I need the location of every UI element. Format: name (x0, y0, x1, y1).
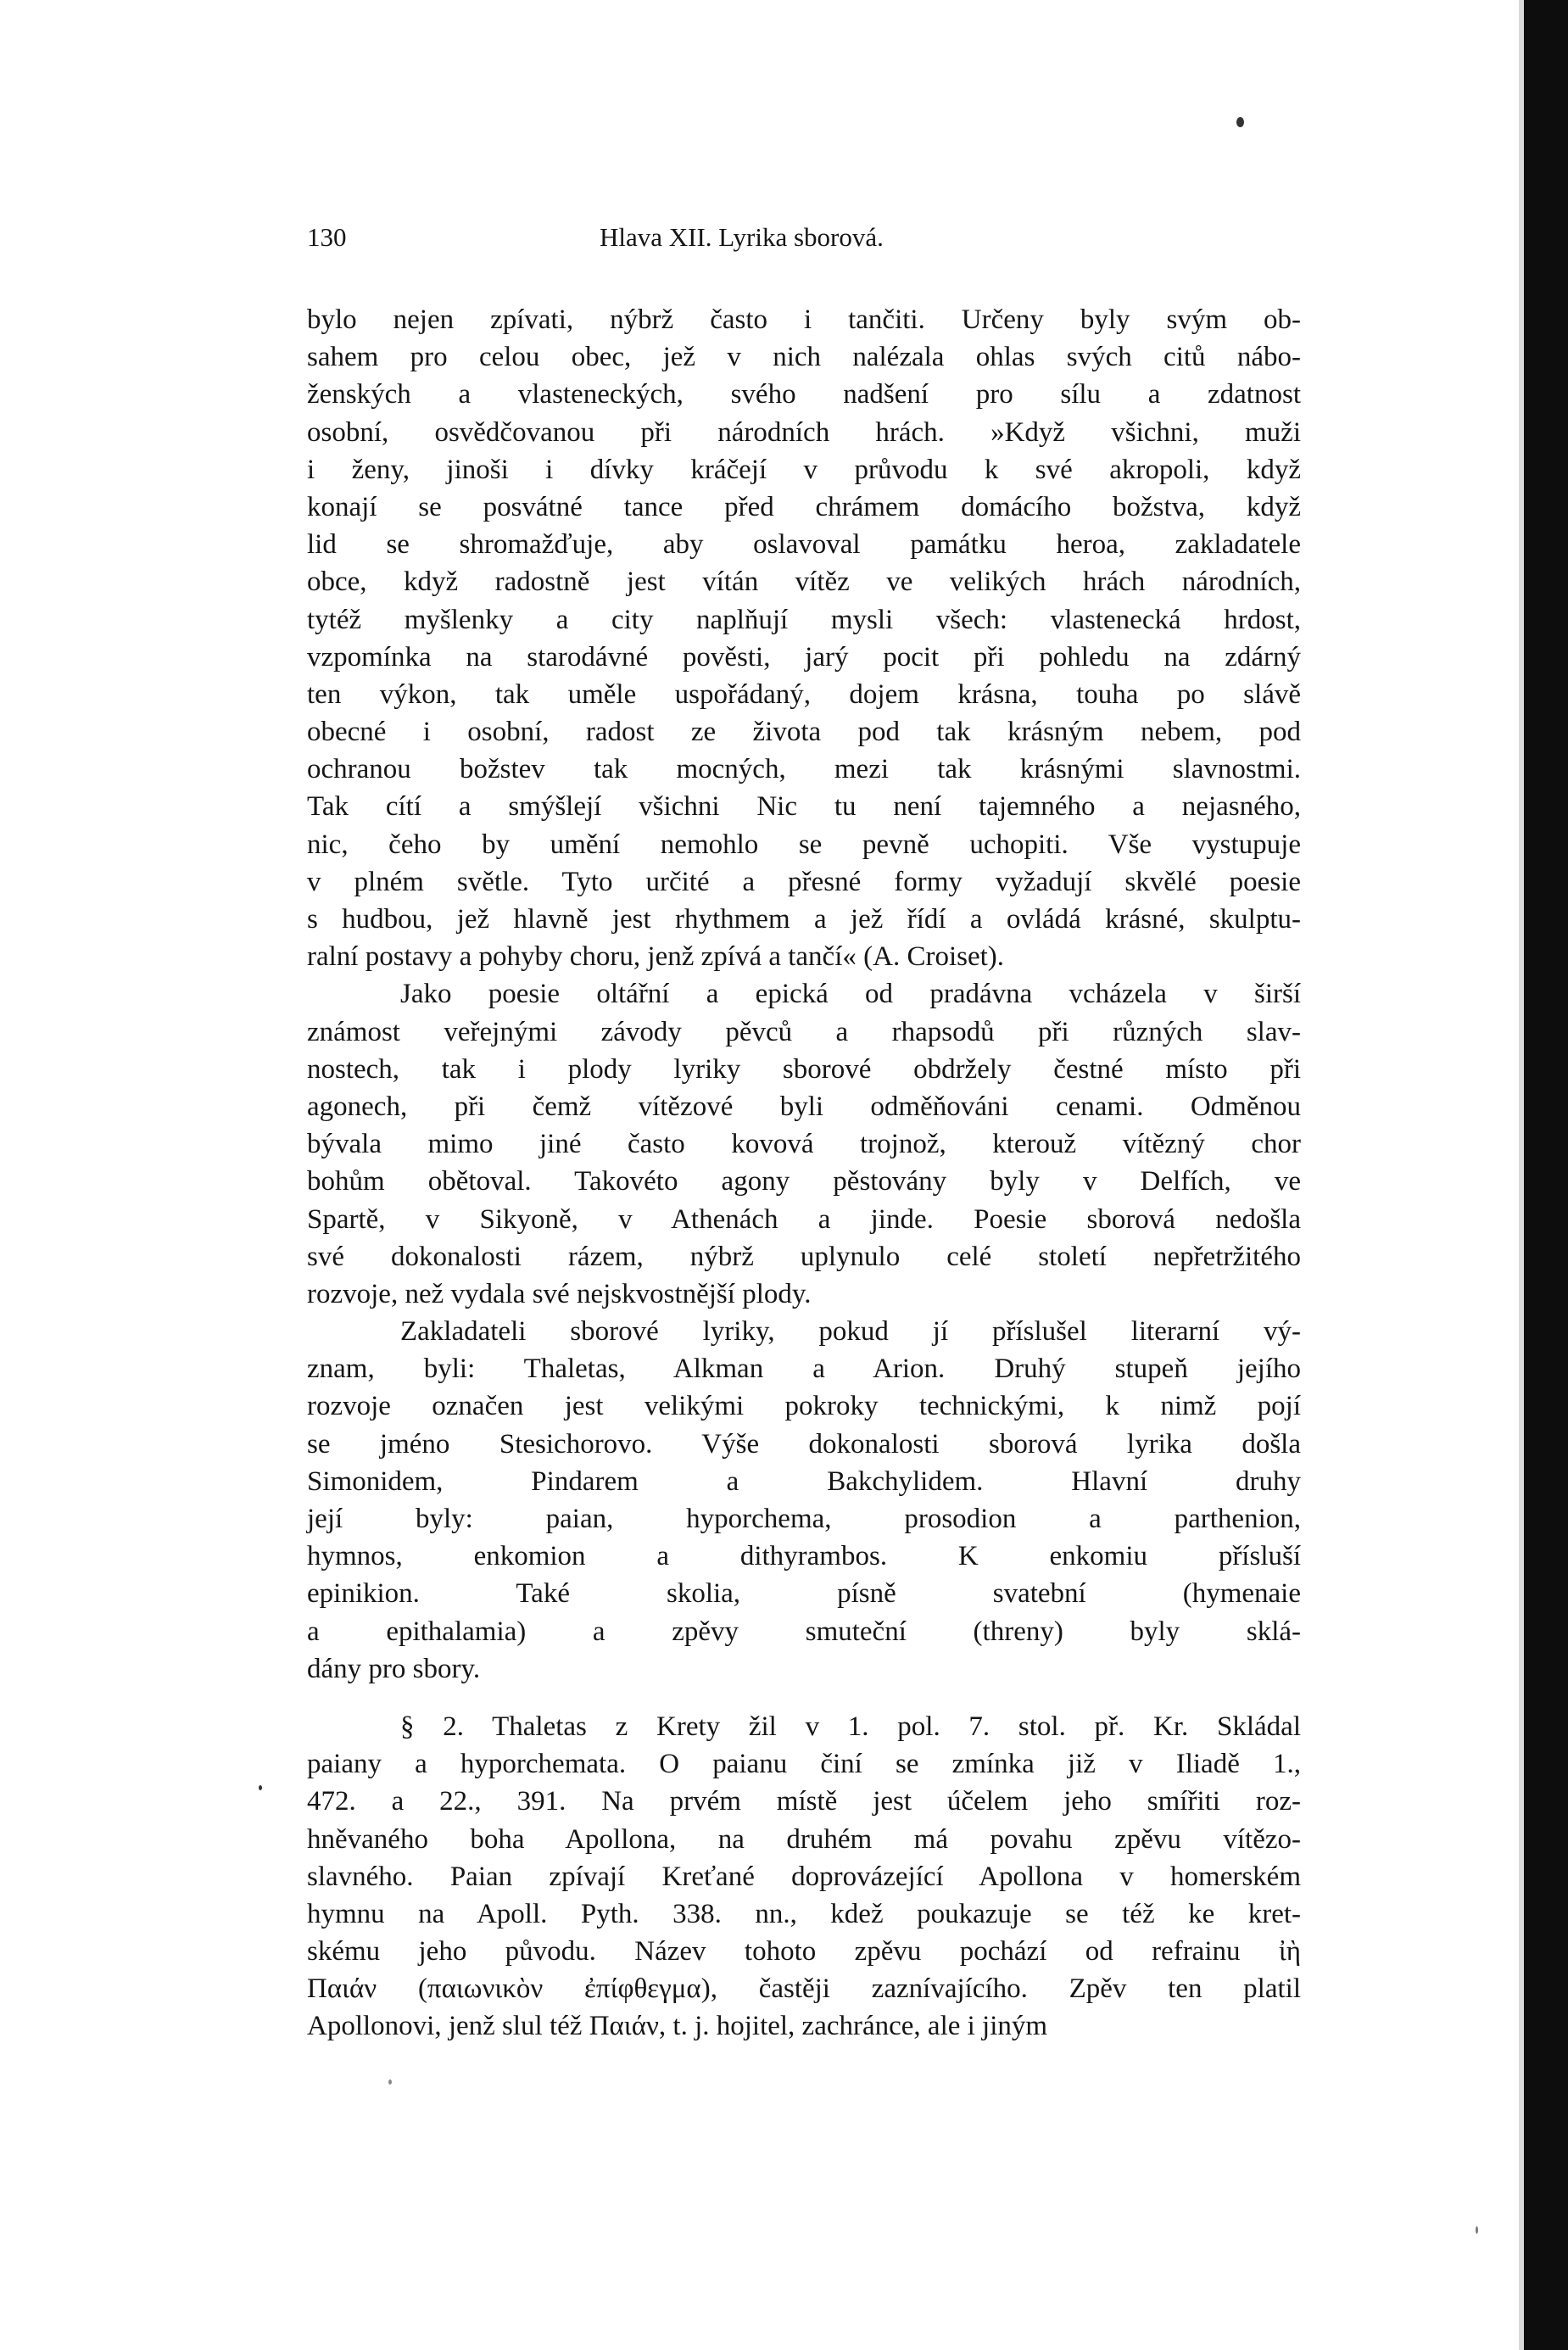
text-line: Apollonovi, jenž slul též Παιάν, t. j. hojitel, zachránce, ale i jiným (307, 2011, 1048, 2042)
text-line: Παιάν (παιωνικὸν ἐπίφθεγμα), častěji zaznívajícího. Zpěv ten platil (307, 1973, 1301, 2005)
text-line: ralní postavy a pohyby choru, jenž zpívá a tančí« (A. Croiset). (307, 941, 1005, 973)
text-line: se jméno Stesichorovo. Výše dokonalosti sborová lyrika došla (307, 1428, 1301, 1460)
text-line: dány pro sbory. (307, 1653, 481, 1684)
text-line: vzpomínka na starodávné pověsti, jarý pocit při pohledu na zdárný (307, 641, 1301, 673)
text-line: a epithalamia) a zpěvy smuteční (threny) byly sklá- (307, 1616, 1301, 1647)
body-text (307, 301, 1301, 2046)
scan-border-edge (1519, 0, 1524, 2350)
text-line: rozvoje označen jest velikými pokroky technickými, k nimž pojí (307, 1391, 1301, 1422)
text-line: ten výkon, tak uměle uspořádaný, dojem krásna, touha po slávě (307, 678, 1301, 710)
scan-speck (388, 2079, 392, 2085)
page-header (307, 222, 1308, 256)
text-line: Zakladateli sborové lyriky, pokud jí příslušel literarní vý- (400, 1316, 1301, 1348)
text-line: obecné i osobní, radost ze života pod tak krásným nebem, pod (307, 717, 1301, 748)
text-line: § 2. Thaletas z Krety žil v 1. pol. 7. stol. př. Kr. Skládal (400, 1711, 1301, 1742)
text-line: 472. a 22., 391. Na prvém místě jest účelem jeho smířiti roz- (307, 1786, 1301, 1817)
paragraph (307, 975, 1301, 1313)
text-line: ochranou božstev tak mocných, mezi tak krásnými slavnostmi. (307, 754, 1301, 785)
text-line: ženských a vlasteneckých, svého nadšení pro sílu a zdatnost (307, 379, 1301, 410)
text-line: Tak cítí a smýšlejí všichni Nic tu není tajemného a nejasného, (307, 791, 1301, 823)
scan-speck (1476, 2226, 1478, 2234)
text-line: skému jeho původu. Název tohoto zpěvu pochází od refrainu ἰὴ (307, 1936, 1301, 1968)
text-line: agonech, při čemž vítězové byli odměňováni cenami. Odměnou (307, 1091, 1301, 1122)
text-line: Spartě, v Sikyoně, v Athenách a jinde. Poesie sborová nedošla (307, 1203, 1301, 1235)
text-line: rozvoje, než vydala své nejskvostnější plody. (307, 1278, 812, 1309)
text-line: tytéž myšlenky a city naplňují mysli všech: vlastenecká hrdost, (307, 604, 1301, 635)
text-line: hymnos, enkomion a dithyrambos. K enkomiu přísluší (307, 1541, 1301, 1572)
text-line: hněvaného boha Apollona, na druhém má povahu zpěvu vítězo- (307, 1823, 1301, 1855)
text-line: v plném světle. Tyto určité a přesné formy vyžadují skvělé poesie (307, 866, 1301, 897)
text-line: sahem pro celou obec, jež v nich nalézala ohlas svých citů nábo- (307, 342, 1301, 373)
paragraph (307, 1708, 1301, 2046)
text-line: paiany a hyporchemata. O paianu činí se zmínka již v Iliadě 1., (307, 1749, 1301, 1780)
text-line: s hudbou, jež hlavně jest rhythmem a jež řídí a ovládá krásné, skulptu- (307, 904, 1301, 935)
running-title: Hlava XII. Lyrika sborová. (600, 222, 884, 252)
text-line: bylo nejen zpívati, nýbrž často i tančiti. Určeny byly svým ob- (307, 304, 1301, 335)
scan-speck (259, 1785, 262, 1790)
scan-speck (1236, 117, 1244, 127)
text-line: osobní, osvědčovanou při národních hrách. »Když všichni, muži (307, 416, 1301, 448)
text-line: nic, čeho by umění nemohlo se pevně uchopiti. Vše vystupuje (307, 829, 1301, 860)
text-line: obce, když radostně jest vítán vítěz ve velikých hrách národních, (307, 567, 1301, 598)
text-line: své dokonalosti rázem, nýbrž uplynulo celé století nepřetržitého (307, 1241, 1301, 1272)
text-line: Jako poesie oltářní a epická od pradávna vcházela v širší (400, 979, 1301, 1010)
paragraph (307, 301, 1301, 975)
page-number: 130 (307, 222, 347, 252)
text-line: nostech, tak i plody lyriky sborové obdržely čestné místo při (307, 1053, 1301, 1085)
text-line: slavného. Paian zpívají Kreťané doprovázející Apollona v homerském (307, 1861, 1301, 1892)
text-line: znam, byli: Thaletas, Alkman a Arion. Druhý stupeň jejího (307, 1354, 1301, 1385)
text-line: bývala mimo jiné často kovová trojnož, kterouž vítězný chor (307, 1129, 1301, 1160)
text-line: hymnu na Apoll. Pyth. 338. nn., kdež poukazuje se též ke kret- (307, 1898, 1301, 1929)
text-line: známost veřejnými závody pěvců a rhapsodů při různých slav- (307, 1016, 1301, 1047)
text-line: lid se shromažďuje, aby oslavoval památku heroa, zakladatele (307, 529, 1301, 561)
text-line: její byly: paian, hyporchema, prosodion a parthenion, (307, 1504, 1301, 1534)
text-line: Simonidem, Pindarem a Bakchylidem. Hlavní druhy (307, 1465, 1301, 1497)
text-line: bohům obětoval. Takovéto agony pěstovány byly v Delfích, ve (307, 1166, 1301, 1197)
text-line: i ženy, jinoši i dívky kráčejí v průvodu k své akropoli, když (307, 454, 1301, 485)
scan-border (1524, 0, 1568, 2350)
text-line: konají se posvátné tance před chrámem domácího božstva, když (307, 491, 1301, 522)
text-line: epinikion. Také skolia, písně svatební (hymenaie (307, 1578, 1301, 1610)
paragraph (307, 1313, 1301, 1688)
